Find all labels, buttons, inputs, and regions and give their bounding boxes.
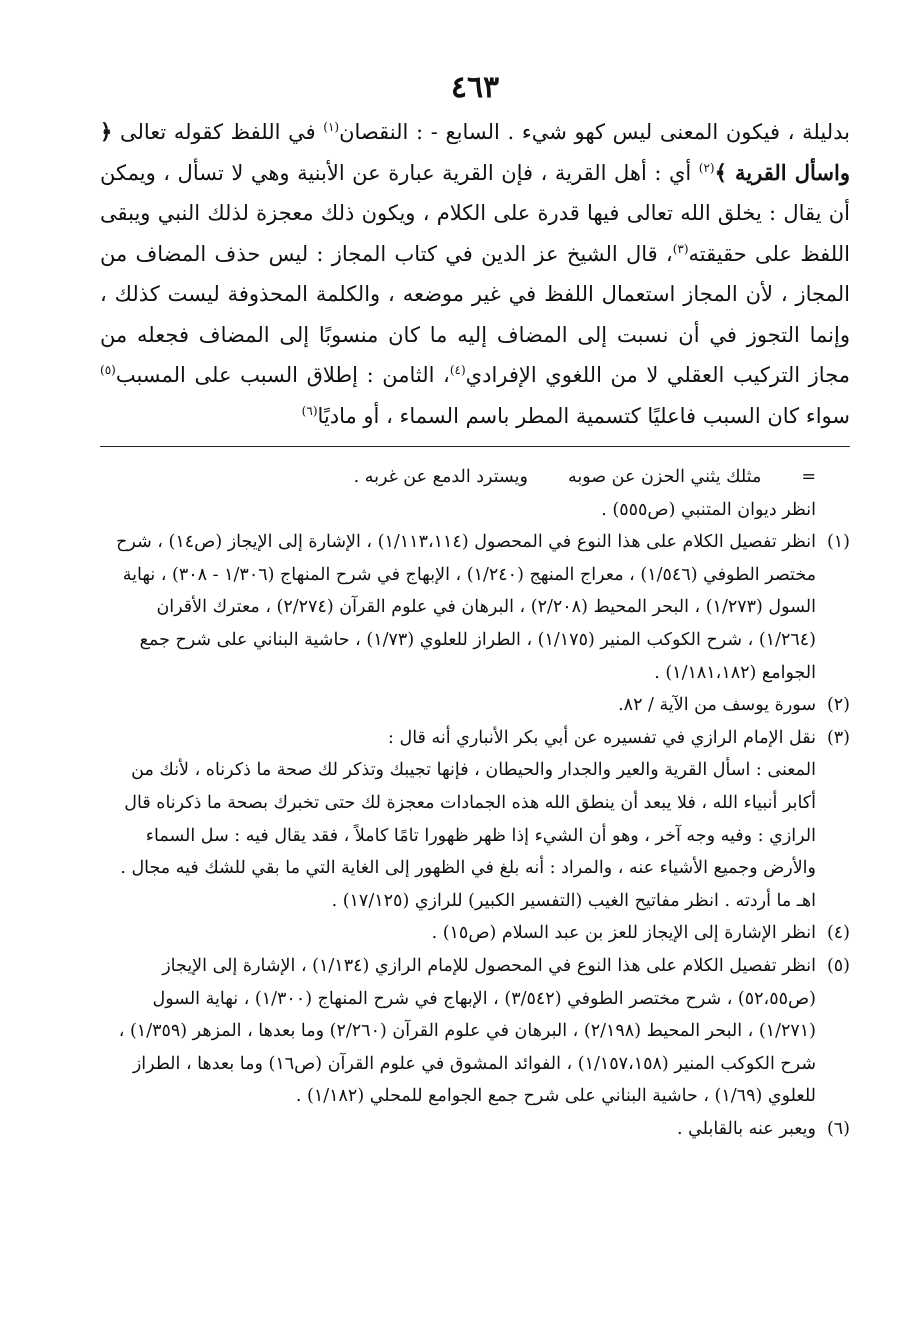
main-line: على المسبب xyxy=(115,363,232,387)
page-number: ٤٦٣ xyxy=(450,70,500,105)
main-line: ، الثامن : إطلاق السبب xyxy=(240,363,450,387)
main-line: ، قال الشيخ عز الدين في كتاب المجاز : ليس حذف xyxy=(214,241,673,266)
quran-quote: ﴿ واسأل القرية ﴾ xyxy=(100,119,850,185)
footnote-number: (٦) xyxy=(826,1118,850,1139)
main-paragraph xyxy=(100,112,850,436)
footnote-5 xyxy=(100,950,850,1113)
footnote-4 xyxy=(100,917,850,950)
main-line: أي : أهل القرية ، فإن القرية عبارة عن الأبنية وهي لا تسأل ، xyxy=(163,160,692,185)
main-line: في اللفظ كقوله تعالى xyxy=(119,120,316,144)
footnote-number: (٤) xyxy=(826,923,850,944)
main-line: كذلك ، وإنما التجوز في أن نسبت إلى المضاف إليه ما كان منسوبًا إلى المضاف xyxy=(100,282,850,347)
footnote-ref[interactable]: (١) xyxy=(323,120,340,134)
footnote-ref[interactable]: (٢) xyxy=(698,160,715,175)
main-text xyxy=(100,112,850,436)
verse-second-hemistich: ويسترد الدمع عن غربه . xyxy=(353,467,528,487)
main-line: ويمكن أن يقال : يخلق الله تعالى فيها قدرة على الكلام ، ويكون ذلك معجزة لذلك xyxy=(100,160,850,225)
footnote-number: (٣) xyxy=(826,727,850,748)
footnote-3-body: المعنى : اسأل القرية والعير والجدار والحيطان ، فإنها تجيبك وتذكر لك صحة ما ذكرناه ، لأنك من أكابر أنبياء الله ، فلا يبعد أن ينطق الله هذه الجمادات معجزة لك حتى تخبرك بصحة ما ذكرناه قال الرازي : وفيه وجه آخر ، وهو أن الشيء إذا ظهر ظهورا تامًا كاملاً ، فقد يقال فيه : سل السماء والأرض وجميع الأشياء عنه ، والمراد : أنه بلغ في الظهور إلى الغاية التي ما بقي للشك فيه مجال . اهـ ما أردته . انظر مفاتيح الغيب (التفسير الكبير) للرازي (١٧/١٢٥) . xyxy=(120,760,816,911)
footnote-text: ويعبر عنه بالقابلي . xyxy=(676,1118,816,1139)
footnote-6 xyxy=(100,1113,850,1146)
footnote-number: (١) xyxy=(826,532,850,553)
footnote-number: (٢) xyxy=(826,695,850,716)
footnote-text: سورة يوسف من الآية / ٨٢. xyxy=(618,695,816,716)
verse-reference: انظر ديوان المتنبي (ص٥٥٥) . xyxy=(601,499,816,520)
footnote-text: انظر تفصيل الكلام على هذا النوع في المحصول (١/١١٣،١١٤) ، الإشارة إلى الإيجاز (ص١٤) ، شرح مختصر الطوفي (١/٥٤٦) ، معراج المنهج (١/٢٤٠) ، الإبهاج في شرح المنهاج (١/٣٠٦ - ٣٠٨) ، نهاية السول (١/٢٧٣) ، البحر المحيط (٢/٢٠٨) ، البرهان في علوم القرآن (٢/٢٧٤) ، معترك الأقران (١/٢٦٤) ، شرح الكوكب المنير (١/١٧٥) ، الطراز للعلوي (١/٧٣) ، حاشية البناني على شرح جمع الجوامع (١/١٨١،١٨٢) . xyxy=(116,532,816,683)
footnote-text: نقل الإمام الرازي في تفسيره عن أبي بكر الأنباري أنه قال : xyxy=(388,727,816,748)
footnote-ref[interactable]: (٣) xyxy=(672,241,689,256)
main-line: سواء كان السبب فاعليًا كتسمية المطر باسم السماء ، أو ماديًا xyxy=(317,403,850,428)
footnote-text: انظر الإشارة إلى الإيجاز للعز بن عبد السلام (ص١٥) . xyxy=(431,923,816,944)
main-line: المضاف من المجاز ، لأن المجاز استعمال اللفظ في غير موضعه ، والكلمة المحذوفة ليست xyxy=(100,241,850,306)
main-line: النبي ويبقى اللفظ على حقيقته xyxy=(100,201,850,266)
verse-line xyxy=(100,461,850,494)
footnote-1 xyxy=(100,526,850,689)
footnote-3 xyxy=(100,722,850,755)
footnote-ref[interactable]: (٥) xyxy=(100,363,116,377)
footnote-number: (٥) xyxy=(826,955,850,976)
footnote-ref[interactable]: (٤) xyxy=(449,363,466,377)
footnote-text: انظر تفصيل الكلام على هذا النوع في المحصول للإمام الرازي (١/١٣٤) ، الإشارة إلى الإيجاز (ص٥٢،٥٥) ، شرح مختصر الطوفي (٣/٥٤٢) ، الإبهاج في شرح المنهاج (١/٣٠٠) ، نهاية السول (١/٢٧١) ، البحر المحيط (٢/١٩٨) ، البرهان في علوم القرآن (٢/٢٦٠) وما بعدها ، المزهر (١/٣٥٩) ، شرح الكوكب المنير (١/١٥٧،١٥٨) ، الفوائد المشوق في علوم القرآن (ص١٦) وما بعدها ، الطراز للعلوي (١/٦٩) ، حاشية البناني على شرح جمع الجوامع للمحلي (١/١٨٢) . xyxy=(118,955,816,1107)
main-line: بدليلة ، فيكون المعنى ليس كهو شيء . السابع - : النقصان xyxy=(339,120,850,144)
verse-first-hemistich: مثلك يثني الحزن عن صوبه xyxy=(567,467,762,487)
footnotes-section xyxy=(100,461,850,1145)
footnote-divider xyxy=(100,446,850,447)
footnote-ref[interactable]: (٦) xyxy=(301,403,318,418)
footnote-2 xyxy=(100,689,850,722)
verse-mark: = xyxy=(801,467,816,487)
main-line: فجعله من مجاز التركيب العقلي لا من اللغوي الإفرادي xyxy=(100,322,850,387)
